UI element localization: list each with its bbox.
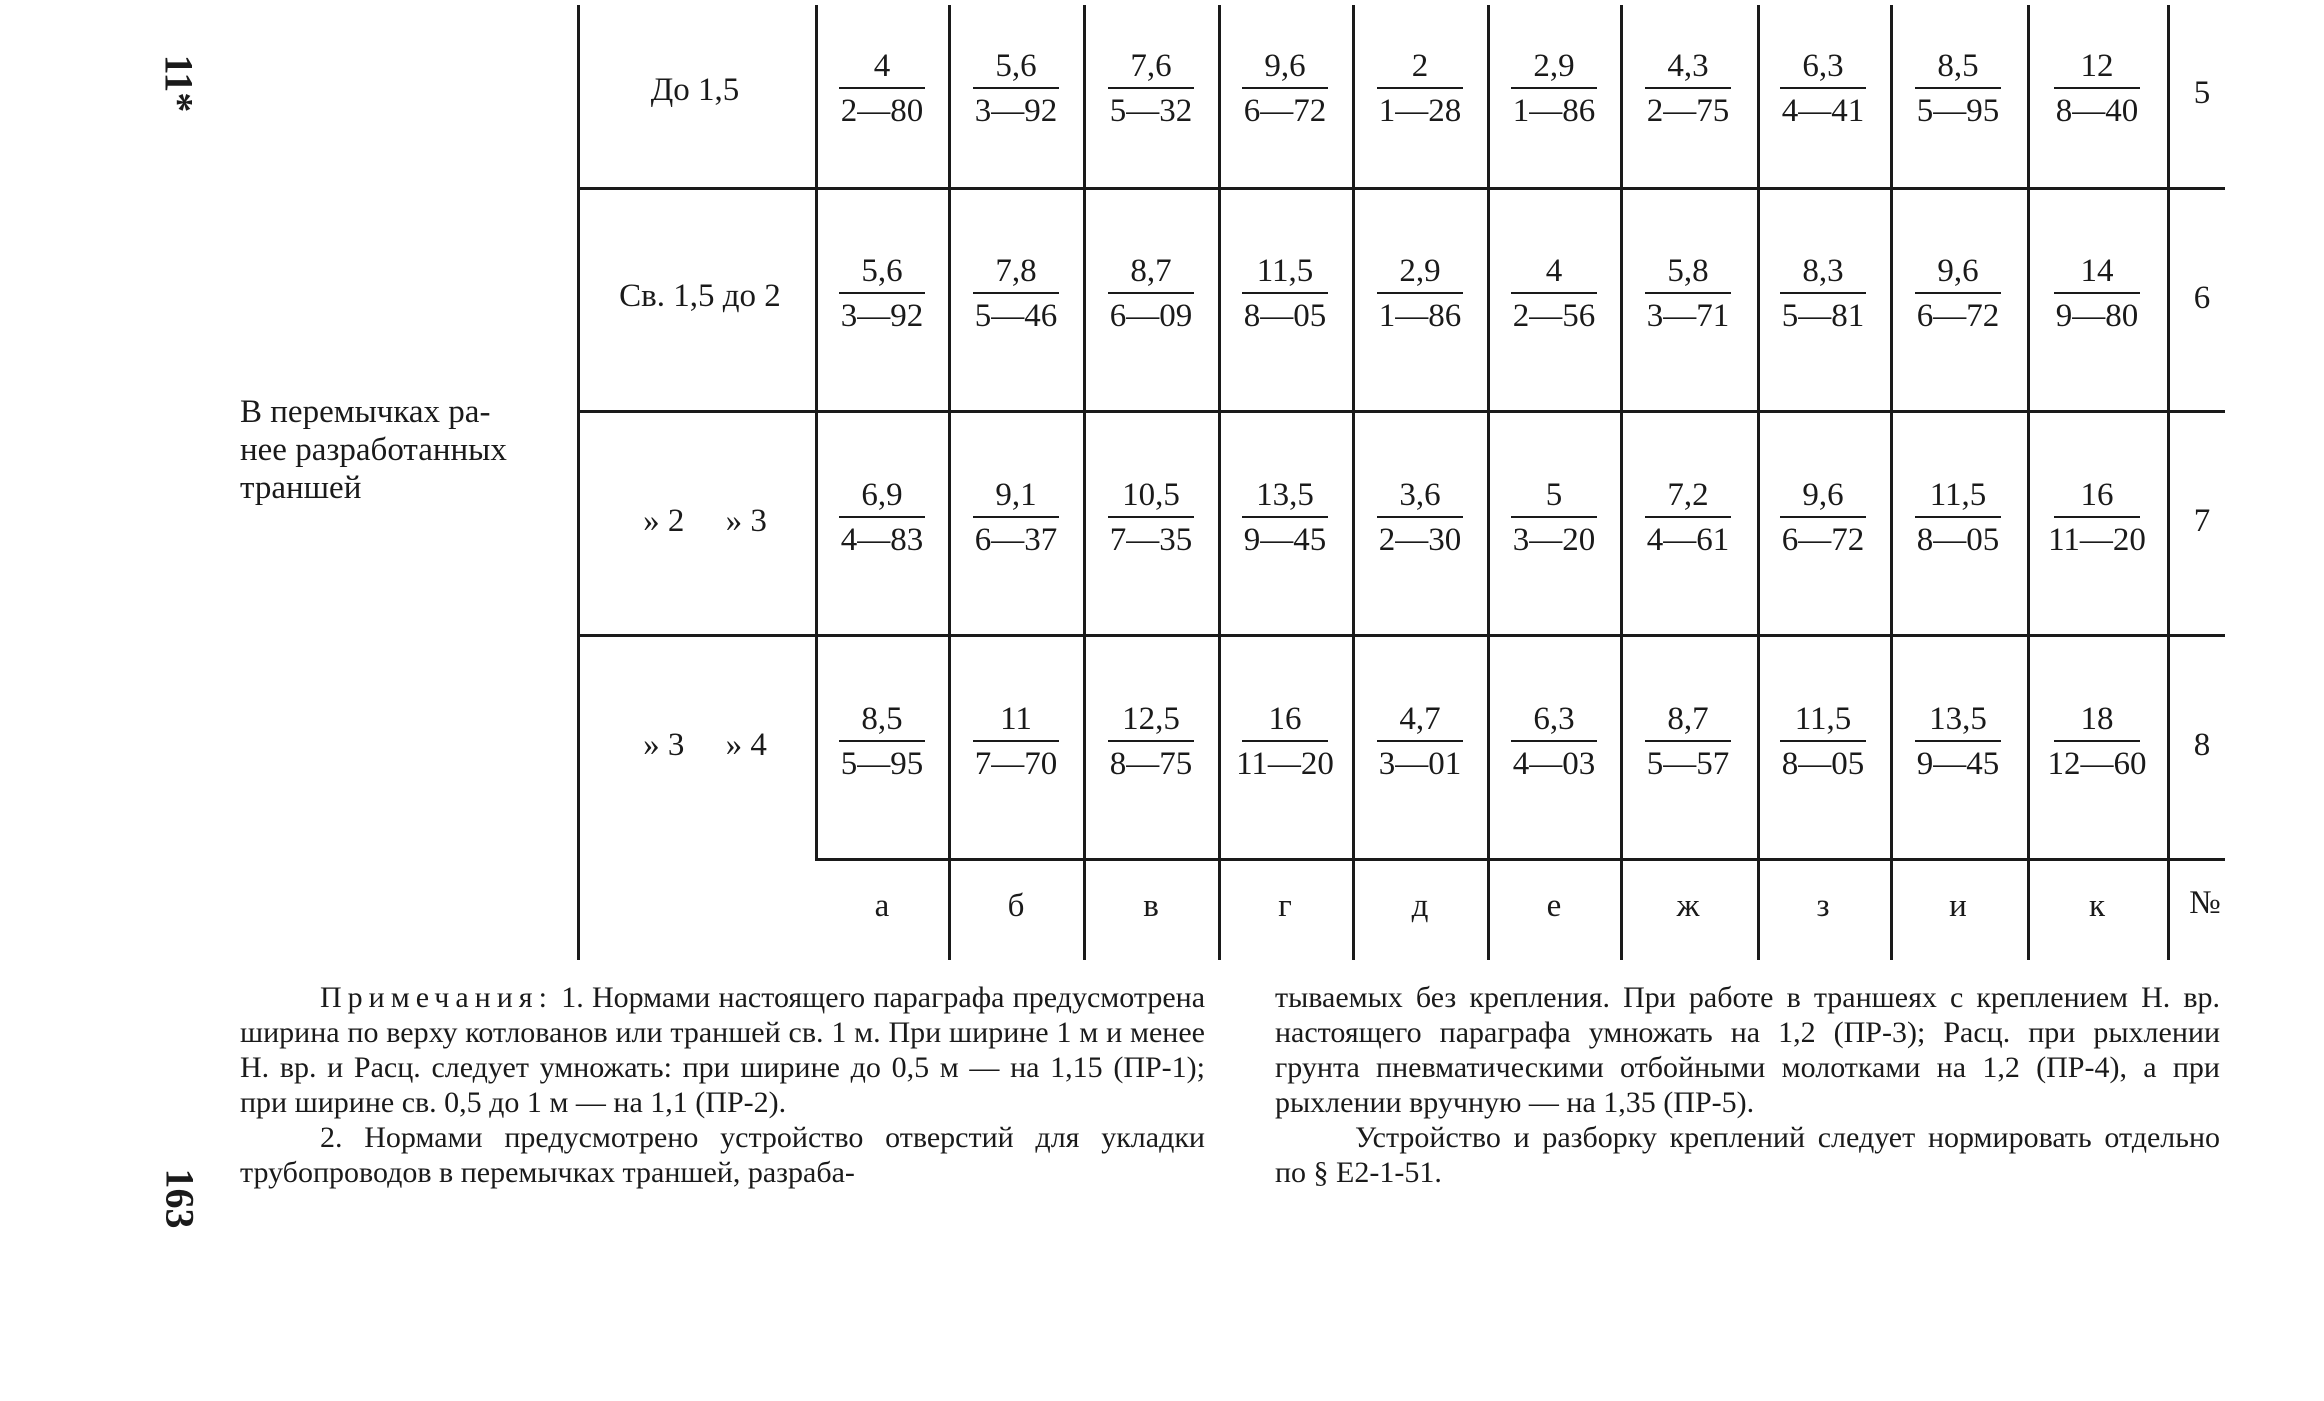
norm-cell: [1633, 49, 1743, 129]
rate-value: 2—30: [1378, 522, 1462, 559]
time-norm: 11: [1000, 701, 1032, 738]
note-1-text: 1. Нормами настоящего параграфа предусмотрена ширина по верху котлованов или траншей св. 1 м. При ширине 1 м и менее Н. вр. и Расц. следует умножать: при ширине до 0,5 м — на 1,15 (ПР-1); при ширине св. 0,5 до 1 м — на 1,1 (ПР-2).: [240, 981, 1206, 1119]
time-norm: 4: [1545, 253, 1563, 290]
time-norm: 2,9: [1399, 253, 1441, 290]
norm-cell: [2042, 478, 2152, 558]
norm-cell: [961, 49, 1071, 129]
time-norm: 4,7: [1399, 701, 1441, 738]
rate-value: 2—75: [1646, 93, 1730, 130]
rate-value: 5—95: [840, 746, 924, 783]
row-number: 7: [2193, 503, 2211, 539]
rate-value: 8—05: [1781, 746, 1865, 783]
note-2-continued: тываемых без крепления. При работе в траншеях с креплением Н. вр. настоящего параграфа умножать на 1,2 (ПР-3); Расц. при рыхлении грунта пневматическими отбойными молотками на 1,2 (ПР-4), а при рыхлении вручную — на 1,35 (ПР-5).: [1275, 981, 2220, 1119]
rate-value: 1—28: [1378, 93, 1462, 130]
column-letter: е: [1546, 888, 1562, 924]
rate-value: 8—75: [1109, 746, 1193, 783]
time-norm: 4,3: [1667, 48, 1709, 85]
norm-cell: [1230, 254, 1340, 334]
rate-value: 6—37: [974, 522, 1058, 559]
time-norm: 4: [873, 48, 891, 85]
rate-value: 1—86: [1378, 298, 1462, 335]
time-norm: 10,5: [1122, 477, 1180, 514]
norm-cell: [1768, 254, 1878, 334]
row-label-1: До 1,5: [650, 72, 740, 108]
norm-cell: [1903, 49, 2013, 129]
norm-cell: [1365, 702, 1475, 782]
norm-cell: [1365, 478, 1475, 558]
norm-cell: [1096, 702, 1206, 782]
note-fastenings: Устройство и разборку креплений следует нормировать отдельно по § Е2-1-51.: [1275, 1121, 2220, 1189]
norm-cell: [961, 254, 1071, 334]
norm-cell: [1903, 254, 2013, 334]
rate-value: 5—57: [1646, 746, 1730, 783]
rate-value: 1—86: [1512, 93, 1596, 130]
norm-cell: [2042, 49, 2152, 129]
time-norm: 6,9: [861, 477, 903, 514]
time-norm: 2: [1411, 48, 1429, 85]
time-norm: 11,5: [1929, 477, 1987, 514]
column-letter: д: [1411, 888, 1429, 924]
time-norm: 13,5: [1256, 477, 1314, 514]
rate-value: 8—05: [1916, 522, 2000, 559]
norm-cell: [1903, 478, 2013, 558]
norm-cell: [827, 478, 937, 558]
norm-cell: [1768, 478, 1878, 558]
column-letter: ж: [1676, 888, 1700, 924]
rate-value: 3—92: [840, 298, 924, 335]
norm-cell: [1096, 254, 1206, 334]
group-label: [240, 393, 570, 507]
time-norm: 6,3: [1802, 48, 1844, 85]
norm-cell: [1499, 254, 1609, 334]
norm-cell: [1633, 478, 1743, 558]
norm-cell: [827, 254, 937, 334]
column-letter: а: [874, 888, 890, 924]
rate-value: 2—80: [840, 93, 924, 130]
norm-cell: [1096, 478, 1206, 558]
rate-value: 8—05: [1243, 298, 1327, 335]
norm-cell: [827, 49, 937, 129]
norm-cell: [1499, 49, 1609, 129]
time-norm: 9,6: [1802, 477, 1844, 514]
rate-value: 7—70: [974, 746, 1058, 783]
time-norm: 7,2: [1667, 477, 1709, 514]
row-number: 5: [2193, 75, 2211, 111]
rate-value: 3—20: [1512, 522, 1596, 559]
time-norm: 11,5: [1256, 253, 1314, 290]
time-norm: 14: [2080, 253, 2114, 290]
row-label-4: » 3 » 4: [643, 727, 767, 763]
group-label-line: В перемычках ра-: [240, 394, 491, 430]
time-norm: 5,6: [861, 253, 903, 290]
rate-value: 4—41: [1781, 93, 1865, 130]
rate-value: 3—71: [1646, 298, 1730, 335]
norm-cell: [1230, 49, 1340, 129]
norm-cell: [1768, 702, 1878, 782]
time-norm: 8,5: [861, 701, 903, 738]
rate-value: 4—03: [1512, 746, 1596, 783]
rate-value: 5—32: [1109, 93, 1193, 130]
group-label-line: нее разработанных: [240, 432, 507, 468]
rate-value: 9—45: [1243, 522, 1327, 559]
time-norm: 12: [2080, 48, 2114, 85]
time-norm: 8,3: [1802, 253, 1844, 290]
column-letter: з: [1816, 888, 1830, 924]
note-1: [240, 980, 1205, 1120]
rate-value: 6—72: [1916, 298, 2000, 335]
rate-value: 9—45: [1916, 746, 2000, 783]
norm-cell: [961, 702, 1071, 782]
note-2: 2. Нормами предусмотрено устройство отверстий для укладки трубопроводов в перемычках траншей, разраба-: [240, 1121, 1205, 1189]
column-letter: к: [2088, 888, 2106, 924]
rate-value: 11—20: [2048, 522, 2146, 559]
notes-left-column: [240, 980, 1205, 1190]
rate-value: 3—92: [974, 93, 1058, 130]
time-norm: 16: [2080, 477, 2114, 514]
norm-cell: [1633, 254, 1743, 334]
rate-value: 11—20: [1236, 746, 1334, 783]
norm-cell: [1365, 254, 1475, 334]
rate-value: 5—95: [1916, 93, 2000, 130]
norm-cell: [827, 702, 937, 782]
rate-value: 6—09: [1109, 298, 1193, 335]
time-norm: 2,9: [1533, 48, 1575, 85]
signature-mark: 11*: [156, 54, 202, 113]
column-letter: и: [1949, 888, 1967, 924]
norm-cell: [2042, 254, 2152, 334]
norm-cell: [1903, 702, 2013, 782]
rate-value: 5—81: [1781, 298, 1865, 335]
row-label-2: Св. 1,5 до 2: [619, 278, 781, 314]
rate-value: 4—83: [840, 522, 924, 559]
group-label-line: траншей: [240, 470, 362, 506]
row-number: 6: [2193, 280, 2211, 316]
time-norm: 13,5: [1929, 701, 1987, 738]
norm-cell: [1365, 49, 1475, 129]
row-label-3: » 2 » 3: [643, 503, 767, 539]
norm-cell: [1633, 702, 1743, 782]
rate-value: 12—60: [2047, 746, 2147, 783]
norm-cell: [1499, 478, 1609, 558]
rate-value: 5—46: [974, 298, 1058, 335]
norm-cell: [1096, 49, 1206, 129]
norm-cell: [1230, 702, 1340, 782]
time-norm: 8,7: [1130, 253, 1172, 290]
norm-cell: [1499, 702, 1609, 782]
time-norm: 9,1: [995, 477, 1037, 514]
time-norm: 8,7: [1667, 701, 1709, 738]
time-norm: 5: [1545, 477, 1563, 514]
time-norm: 8,5: [1937, 48, 1979, 85]
time-norm: 6,3: [1533, 701, 1575, 738]
time-norm: 5,8: [1667, 253, 1709, 290]
time-norm: 11,5: [1794, 701, 1852, 738]
column-letter: б: [1007, 888, 1025, 924]
notes-heading: Примечания:: [320, 981, 553, 1014]
number-sign: №: [2189, 885, 2221, 921]
rate-value: 4—61: [1646, 522, 1730, 559]
norm-cell: [1768, 49, 1878, 129]
time-norm: 16: [1268, 701, 1302, 738]
page-number: 163: [157, 1168, 203, 1229]
time-norm: 5,6: [995, 48, 1037, 85]
time-norm: 3,6: [1399, 477, 1441, 514]
time-norm: 18: [2080, 701, 2114, 738]
row-number: 8: [2193, 727, 2211, 763]
rate-value: 2—56: [1512, 298, 1596, 335]
time-norm: 9,6: [1264, 48, 1306, 85]
time-norm: 7,6: [1130, 48, 1172, 85]
norm-cell: [961, 478, 1071, 558]
norm-cell: [2042, 702, 2152, 782]
time-norm: 9,6: [1937, 253, 1979, 290]
notes-right-column: [1275, 980, 2220, 1190]
norm-cell: [1230, 478, 1340, 558]
rate-value: 9—80: [2055, 298, 2139, 335]
rate-value: 3—01: [1378, 746, 1462, 783]
time-norm: 12,5: [1122, 701, 1180, 738]
column-letter: в: [1143, 888, 1159, 924]
column-letter: г: [1278, 888, 1292, 924]
rate-value: 6—72: [1243, 93, 1327, 130]
rate-value: 6—72: [1781, 522, 1865, 559]
time-norm: 7,8: [995, 253, 1037, 290]
rate-value: 7—35: [1109, 522, 1193, 559]
rate-value: 8—40: [2055, 93, 2139, 130]
